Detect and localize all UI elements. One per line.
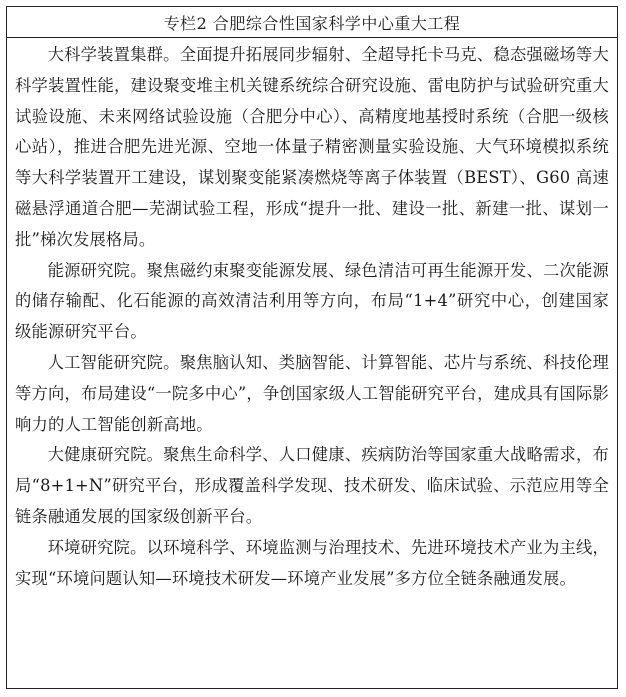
column-content (7, 38, 617, 594)
paragraph-environment-institute: 环境研究院。以环境科学、环境监测与治理技术、先进环境技术产业为主线，实现“环境问题认知—环境技术研发—环境产业发展”多方位全链条融通发展。 (15, 537, 609, 588)
paragraph-ai-institute: 人工智能研究院。聚焦脑认知、类脑智能、计算智能、芯片与系统、科技伦理等方向，布局建设“一院多中心”，争创国家级人工智能研究平台，建成具有国际影响力的人工智能创新高地。 (15, 352, 609, 434)
column-title: 专栏2 合肥综合性国家科学中心重大工程 (7, 7, 617, 38)
paragraph-health-institute: 大健康研究院。聚焦生命科学、人口健康、疾病防治等国家重大战略需求，布局“8+1+N”研究平台，形成覆盖科学发现、技术研发、临床试验、示范应用等全链条融通发展的国家级创新平台。 (15, 445, 609, 526)
paragraph-big-science-facilities: 大科学装置集群。全面提升拓展同步辐射、全超导托卡马克、稳态强磁场等大科学装置性能，建设聚变堆主机关键系统综合研究设施、雷电防护与试验研究重大试验设施、未来网络试验设施（合肥分中心）、高精度地基授时系统（合肥一级核心站），推进合肥先进光源、空地一体量子精密测量实验设施、大气环境模拟系统等大科学装置开工建设，谋划聚变能紧凑燃烧等离子体装置（BEST）、G60 高速磁悬浮通道合肥—芜湖试验工程，形成“提升一批、建设一批、新建一批、谋划一批”梯次发展格局。 (15, 45, 609, 249)
column-box (6, 6, 618, 689)
paragraph-energy-institute: 能源研究院。聚焦磁约束聚变能源发展、绿色清洁可再生能源开发、二次能源的储存输配、化石能源的高效清洁利用等方向，布局“1+4”研究中心，创建国家级能源研究平台。 (15, 260, 609, 342)
